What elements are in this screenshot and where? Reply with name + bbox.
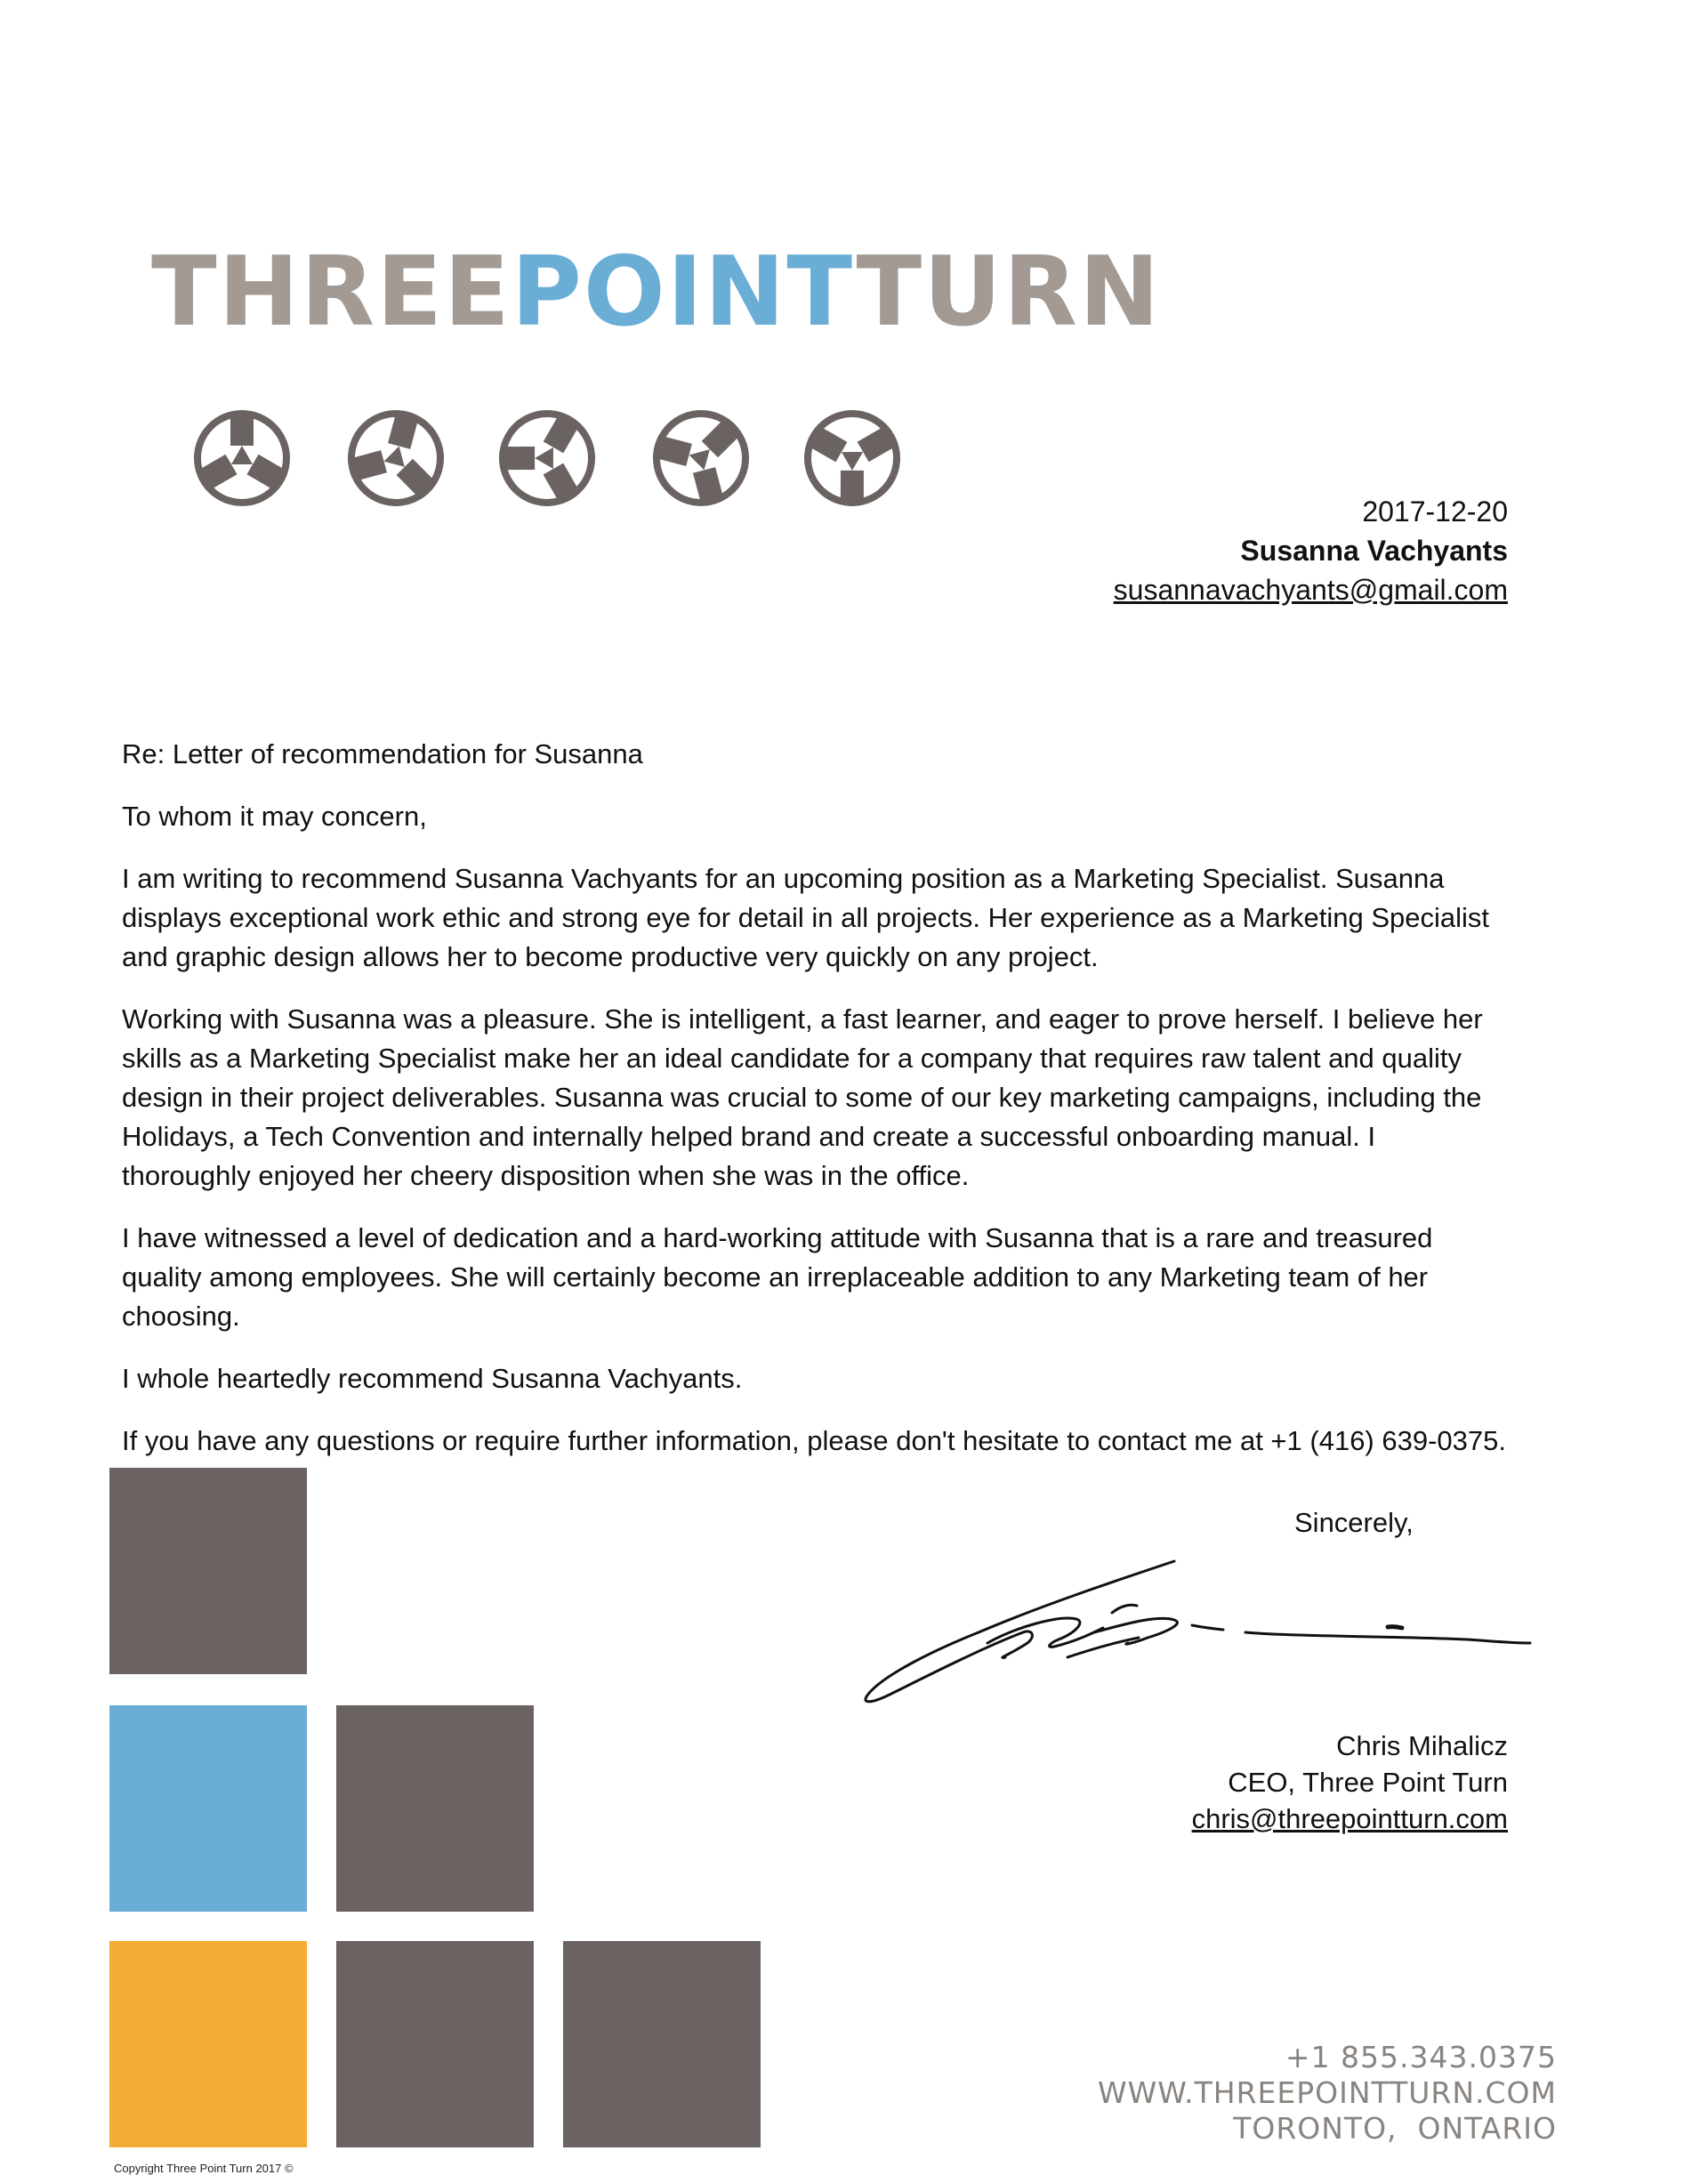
company-contact [1098, 2040, 1557, 2147]
copyright-notice: Copyright Three Point Turn 2017 © [114, 2162, 294, 2175]
signer-title: CEO, Three Point Turn [1228, 1767, 1508, 1798]
decor-square-dark [336, 1941, 534, 2147]
letter-paragraph-4: I whole heartedly recommend Susanna Vachyants. [122, 1363, 743, 1394]
signer-email-link[interactable]: chris@threepointturn.com [1191, 1803, 1508, 1834]
letter-paragraph-5: If you have any questions or require further information, please don't hesitate to contact me at +1 (416) 639-0375. [122, 1425, 1506, 1456]
letter-subject: Re: Letter of recommendation for Susanna [122, 738, 643, 769]
letter-paragraph-3: I have witnessed a level of dedication and a hard-working attitude with Susanna that is a rare and treasured quality among employees. She will certainly become an irreplaceable addition to any Marketing team of her choosing. [122, 1222, 1433, 1332]
letter-salutation: To whom it may concern, [122, 801, 427, 832]
logo-word-three: THREE [151, 237, 512, 348]
decor-square-dark [336, 1705, 534, 1912]
recipient-name: Susanna Vachyants [1240, 535, 1508, 567]
letter-paragraph-1: I am writing to recommend Susanna Vachyants for an upcoming position as a Marketing Specialist. Susanna displays exceptional work ethic and strong eye for detail in all projects. Her experience as a Marketing Specialist and graphic design allows her to become productive very quickly on any project. [122, 863, 1489, 972]
decor-square-blue [109, 1705, 307, 1912]
decor-square-dark [563, 1941, 761, 2147]
company-logo-wordmark [151, 237, 1162, 348]
signer-block [1192, 1728, 1508, 1837]
decor-square-orange [109, 1941, 307, 2147]
company-website: WWW.THREEPOINTTURN.COM [1098, 2075, 1557, 2110]
letter-date: 2017-12-20 [1362, 495, 1508, 528]
logo-emblems-icon [187, 405, 916, 520]
sign-off: Sincerely, [1294, 1507, 1414, 1538]
letter-paragraph-2: Working with Susanna was a pleasure. She is intelligent, a fast learner, and eager to prove herself. I believe her skills as a Marketing Specialist make her an ideal candidate for a company that requires raw talent and quality design in their project deliverables. Susanna was crucial to some of our key marketing campaigns, including the Holidays, a Tech Convention and internally helped brand and create a successful onboarding manual. I thoroughly enjoyed her cheery disposition when she was in the office. [122, 1003, 1483, 1191]
recipient-email-link[interactable]: susannavachyants@gmail.com [1113, 574, 1508, 606]
decor-square-dark [109, 1468, 307, 1674]
company-location: TORONTO, ONTARIO [1233, 2111, 1557, 2146]
company-phone: +1 855.343.0375 [1285, 2040, 1557, 2074]
signature-icon [854, 1543, 1548, 1721]
logo-word-turn: TURN [856, 237, 1162, 348]
letter-body [122, 735, 1510, 1484]
logo-word-point: POINT [511, 237, 857, 348]
signer-name: Chris Mihalicz [1336, 1730, 1508, 1761]
